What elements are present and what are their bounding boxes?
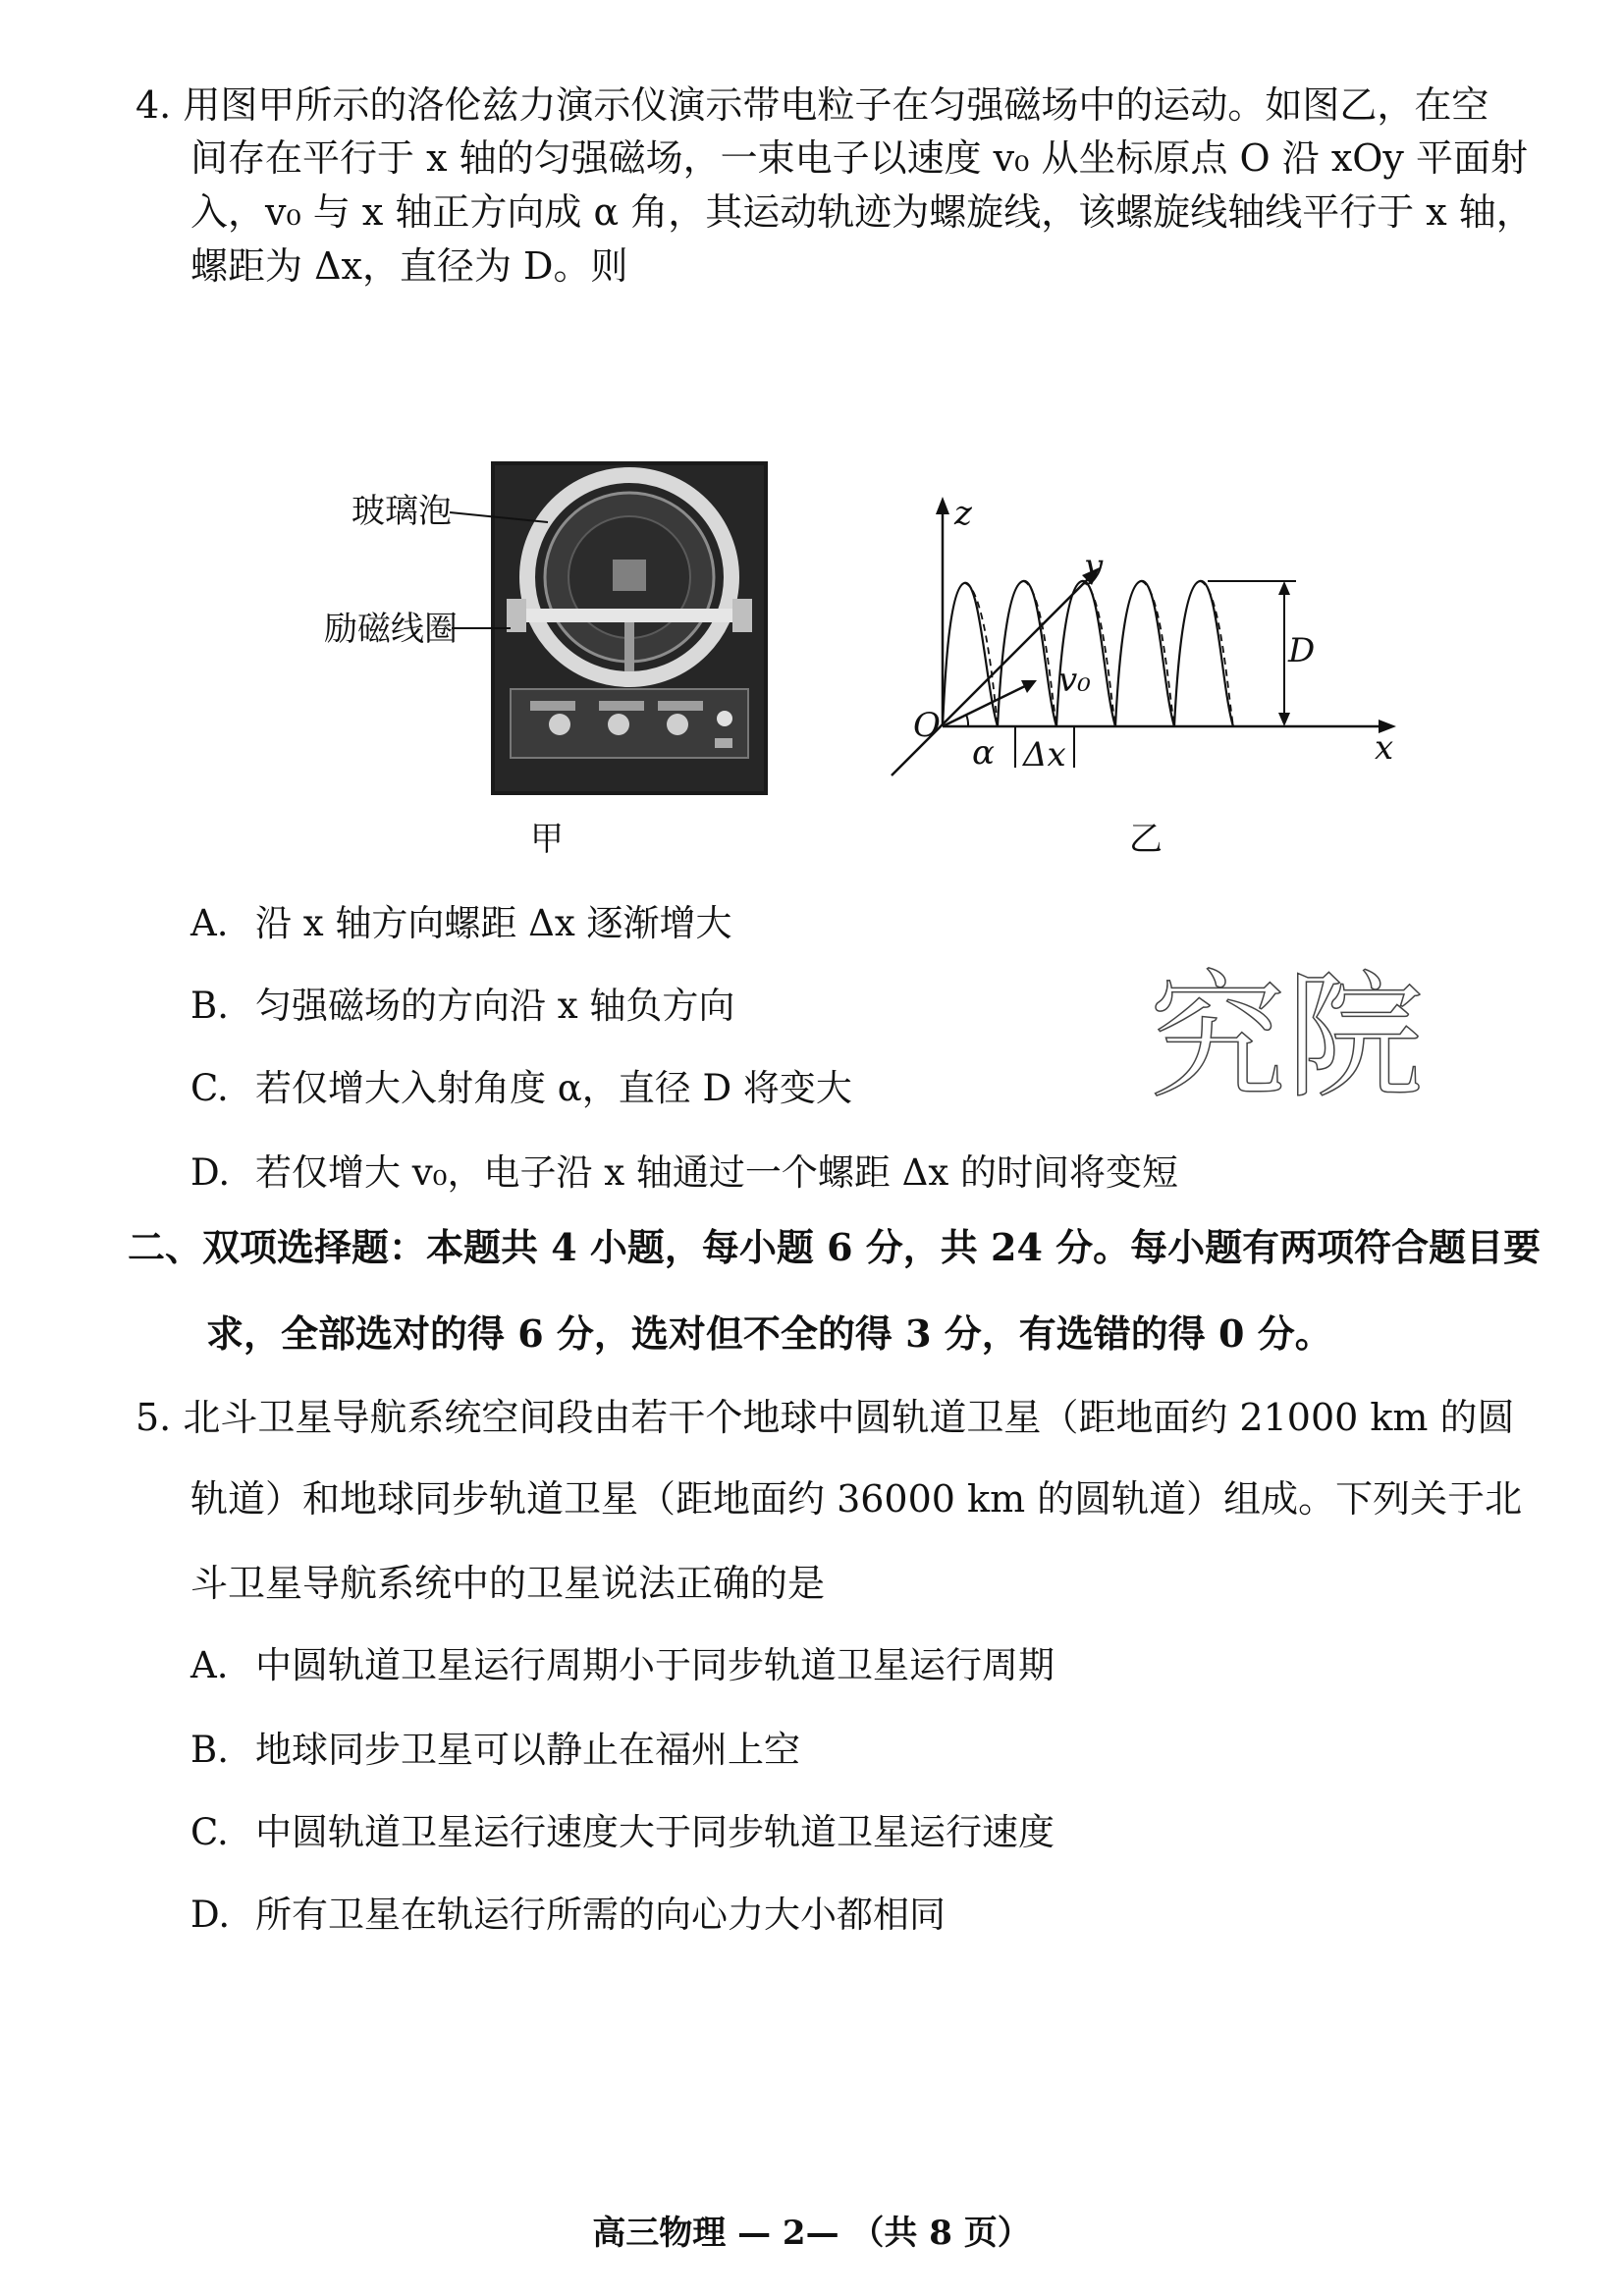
q5-line-3: 斗卫星导航系统中的卫星说法正确的是: [190, 1562, 826, 1605]
q4-line-4: 螺距为 Δx，直径为 D。则: [190, 244, 628, 288]
delta-x-label: Δx: [1023, 735, 1066, 774]
q4-line-2: 间存在平行于 x 轴的匀强磁场，一束电子以速度 v₀ 从坐标原点 O 沿 xOy 平面射: [190, 136, 1528, 180]
q5-line-2: 轨道）和地球同步轨道卫星（距地面约 36000 km 的圆轨道）组成。下列关于北: [190, 1477, 1523, 1521]
q5-option-c: C. 中圆轨道卫星运行速度大于同步轨道卫星运行速度: [190, 1811, 1055, 1853]
origin-label: O: [913, 706, 941, 745]
q4-line-1: 4. 用图甲所示的洛伦兹力演示仪演示带电粒子在匀强磁场中的运动。如图乙，在空: [135, 83, 1489, 127]
v0-label: v₀: [1058, 661, 1091, 700]
v0-arrow: [943, 685, 1027, 726]
q4-line-3: 入，v₀ 与 x 轴正方向成 α 角，其运动轨迹为螺旋线，该螺旋线轴线平行于 x 轴，: [190, 190, 1534, 234]
section2-line-2: 求，全部选对的得 6 分，选对但不全的得 3 分，有选错的得 0 分。: [206, 1311, 1332, 1356]
leader-line-coil: [452, 618, 540, 638]
axis-label-z: z: [954, 494, 972, 533]
q5-option-b: B. 地球同步卫星可以静止在福州上空: [190, 1729, 800, 1771]
watermark-stamp: [1139, 937, 1492, 1134]
caption-yi: 乙: [1129, 820, 1163, 859]
axis-label-x: x: [1375, 728, 1394, 768]
section2-line-1: 二、双项选择题：本题共 4 小题，每小题 6 分，共 24 分。每小题有两项符合题目要: [128, 1225, 1542, 1269]
axis-label-y: y: [1084, 547, 1104, 586]
q5-option-a: A. 中圆轨道卫星运行周期小于同步轨道卫星运行周期: [190, 1644, 1055, 1686]
q4-option-c: C. 若仅增大入射角度 α，直径 D 将变大: [190, 1067, 852, 1109]
leader-line-glass: [450, 501, 558, 530]
q4-option-a: A. 沿 x 轴方向螺距 Δx 逐渐增大: [190, 902, 732, 944]
label-excitation-coil: 励磁线圈: [324, 610, 458, 649]
caption-jia: 甲: [530, 820, 564, 859]
q5-line-1: 5. 北斗卫星导航系统空间段由若干个地球中圆轨道卫星（距地面约 21000 km 的圆: [135, 1396, 1515, 1439]
page-footer: 高三物理 — 2— （共 8 页）: [592, 2214, 1031, 2253]
figure-yi-helix: [884, 491, 1404, 815]
alpha-label: α: [972, 733, 995, 773]
q5-option-d: D. 所有卫星在轨运行所需的向心力大小都相同: [190, 1894, 946, 1936]
q4-option-d: D. 若仅增大 v₀，电子沿 x 轴通过一个螺距 Δx 的时间将变短: [190, 1151, 1178, 1194]
stamp-text: 究院: [1149, 958, 1425, 1118]
label-glass-bulb: 玻璃泡: [352, 492, 452, 531]
q4-option-b: B. 匀强磁场的方向沿 x 轴负方向: [190, 985, 735, 1027]
diameter-label: D: [1288, 631, 1316, 670]
